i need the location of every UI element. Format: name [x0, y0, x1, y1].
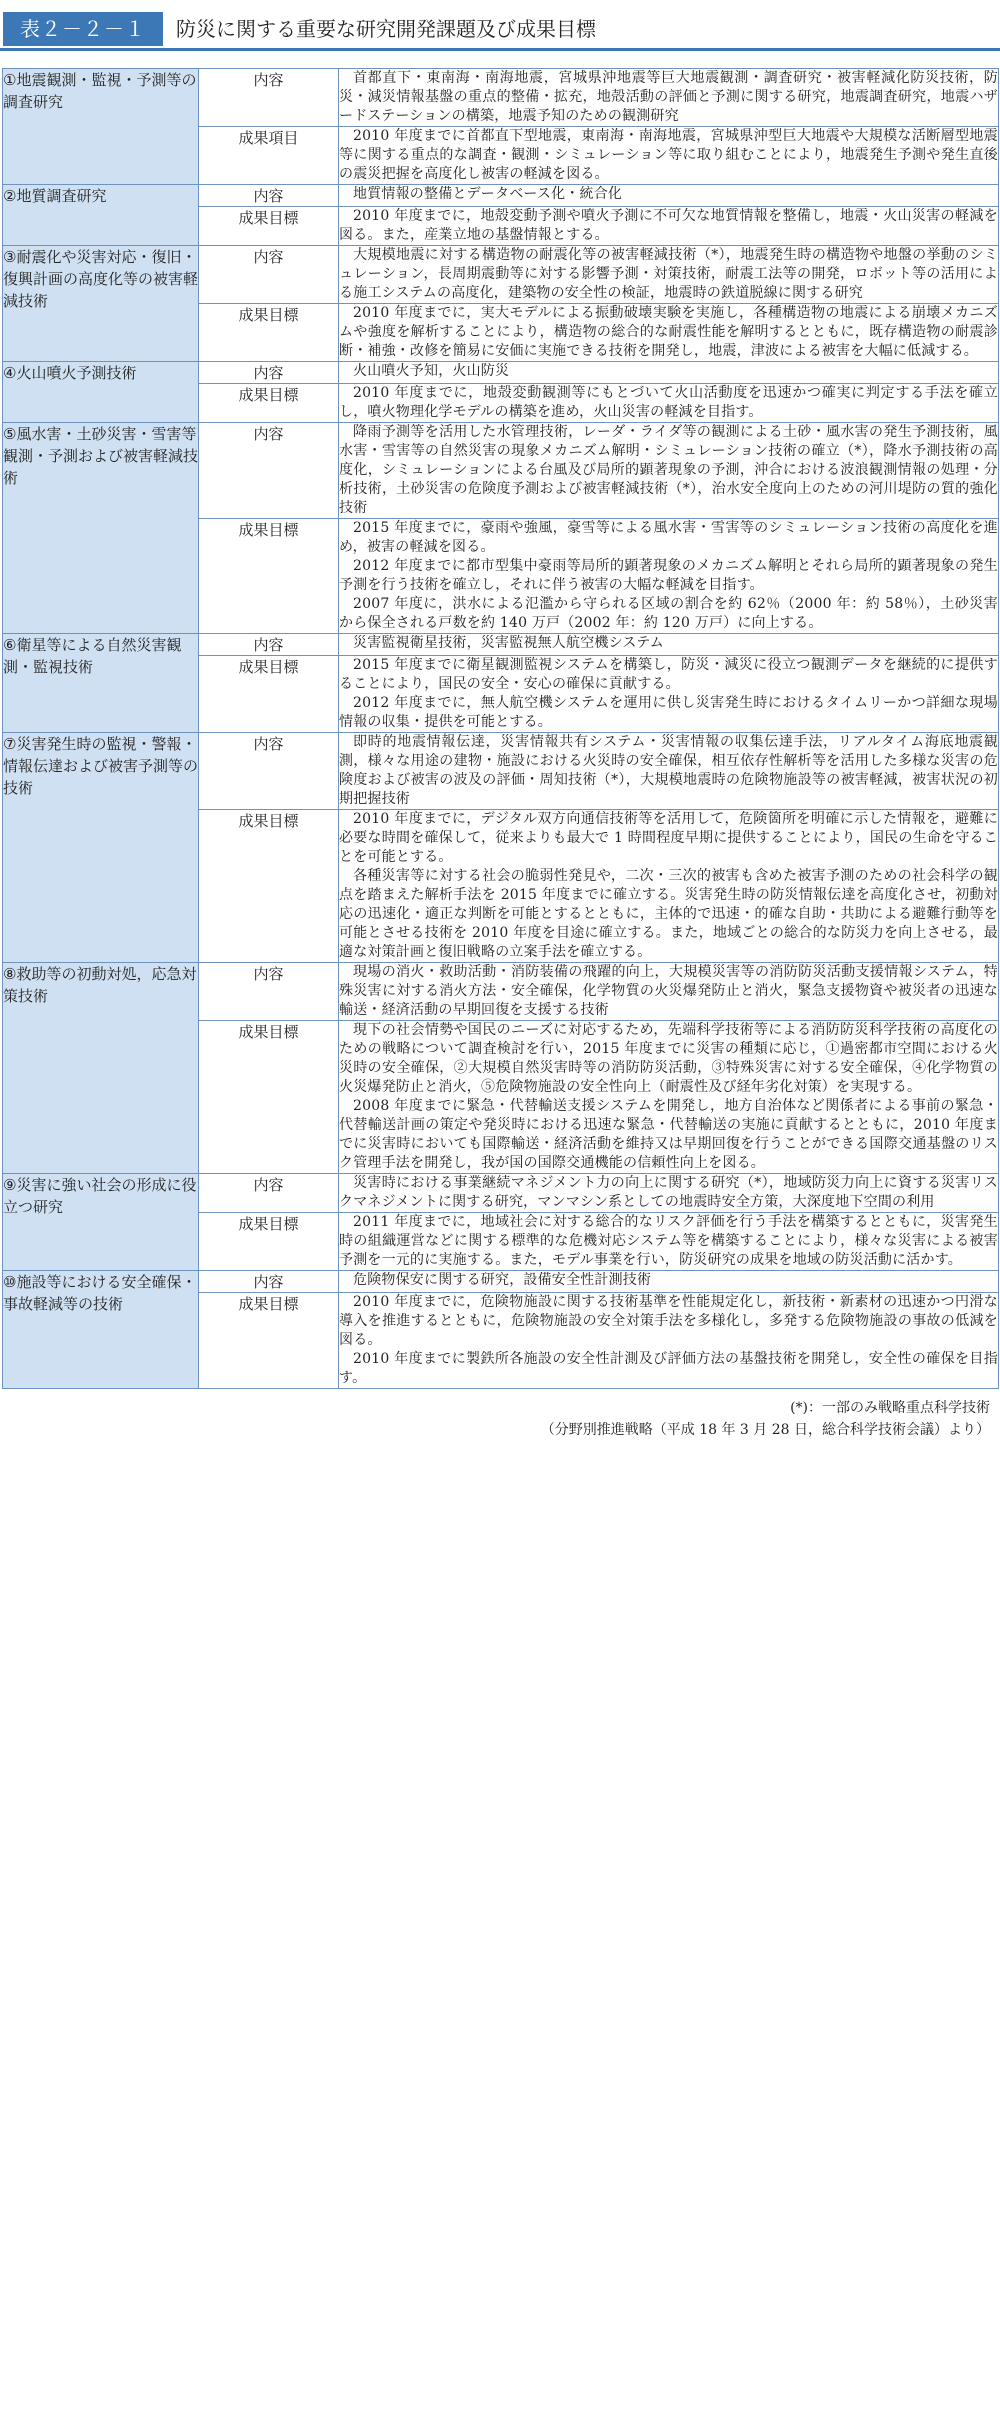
- goal-paragraph: 2010 年度までに，地殻変動観測等にもとづいて火山活動度を迅速かつ確実に判定する手法を確立し，噴火物理化学モデルの構築を進め，火山災害の軽減を目指す。: [339, 385, 998, 420]
- goal-text-cell: [339, 656, 999, 733]
- content-text-cell: [339, 634, 999, 656]
- category-cell: [3, 362, 199, 423]
- table-title: 防災に関する重要な研究開発課題及び成果目標: [176, 17, 596, 41]
- goal-label-cell: 成果目標: [199, 519, 339, 634]
- goal-paragraph: 2010 年度までに製鉄所各施設の安全性計測及び評価方法の基盤技術を開発し，安全性の確保を目指す。: [339, 1351, 998, 1386]
- content-text-cell: [339, 963, 999, 1021]
- footer-notes: [0, 1397, 990, 1441]
- content-text-cell: [339, 69, 999, 127]
- category-cell: [3, 185, 199, 246]
- content-label-cell: 内容: [199, 733, 339, 810]
- content-label-cell: 内容: [199, 634, 339, 656]
- content-text: 大規模地震に対する構造物の耐震化等の被害軽減技術（*），地震発生時の構造物や地盤の挙動のシミュレーション，長周期震動等に対する影響予測・対策技術，耐震工法等の開発，ロボット等の活用による施工システムの高度化，建築物の安全性の検証，地震時の鉄道脱線に関する研究: [339, 247, 998, 301]
- table-title-bar: [0, 6, 1000, 46]
- goal-text-cell: [339, 207, 999, 246]
- content-text: 火山噴火予知，火山防災: [353, 363, 510, 379]
- goal-paragraph: 2010 年度までに，実大モデルによる振動破壊実験を実施し，各種構造物の地震による崩壊メカニズムや強度を解析することにより，構造物の総合的な耐震性能を解明するとともに，既存構造物の耐震診断・補強・改修を簡易に安価に実施できる技術を開発し，地震，津波による被害を大幅に低減する。: [339, 305, 998, 359]
- category-cell: [3, 733, 199, 963]
- goal-label-cell: 成果目標: [199, 1213, 339, 1271]
- content-text-cell: [339, 1174, 999, 1213]
- goal-paragraph: 2010 年度までに首都直下型地震，東南海・南海地震，宮城県沖型巨大地震や大規模な活断層型地震等に関する重点的な調査・観測・シミュレーション等に取り組むことにより，地震発生予測や発生直後の震災把握を高度化し被害の軽減を図る。: [339, 128, 998, 182]
- category-label: ②地質調査研究: [3, 187, 107, 205]
- table-row-content: [3, 963, 999, 1021]
- content-text: 降雨予測等を活用した水管理技術，レーダ・ライダ等の観測による土砂・風水害の発生予測技術，風水害・雪害等の自然災害の現象メカニズム解明・シミュレーション技術の確立（*），降水予測技術の高度化，シミュレーションによる台風及び局所的顕著現象の予測，沖合における波浪観測情報の処理・分析技術，土砂災害の危険度予測および被害軽減技術（*），治水安全度向上のための河川堤防の質的強化技術: [339, 424, 998, 516]
- content-text: 危険物保安に関する研究，設備安全性計測技術: [353, 1272, 652, 1288]
- category-label: ⑨災害に強い社会の形成に役立つ研究: [3, 1176, 197, 1216]
- goal-paragraph: 2010 年度までに，地殻変動予測や噴火予測に不可欠な地質情報を整備し，地震・火山災害の軽減を図る。また，産業立地の基盤情報とする。: [339, 208, 998, 243]
- table-row-content: [3, 1174, 999, 1213]
- table-row-content: [3, 185, 999, 207]
- research-goals-table: [2, 68, 999, 1389]
- table-row-content: [3, 362, 999, 384]
- table-row-content: [3, 634, 999, 656]
- content-label-cell: 内容: [199, 69, 339, 127]
- goal-label-cell: 成果目標: [199, 1021, 339, 1174]
- goal-text-cell: [339, 127, 999, 185]
- source-note: （分野別推進戦略（平成 18 年 3 月 28 日，総合科学技術会議）より）: [540, 1422, 990, 1438]
- content-text-cell: [339, 362, 999, 384]
- category-label: ⑤風水害・土砂災害・雪害等観測・予測および被害軽減技術: [3, 425, 199, 487]
- content-text-cell: [339, 423, 999, 519]
- content-text-cell: [339, 1271, 999, 1293]
- content-label-cell: 内容: [199, 963, 339, 1021]
- table-body: [3, 69, 999, 1389]
- content-text: 災害監視衛星技術，災害監視無人航空機システム: [353, 635, 664, 651]
- category-label: ④火山噴火予測技術: [3, 364, 137, 382]
- category-cell: [3, 634, 199, 733]
- category-label: ⑦災害発生時の監視・警報・情報伝達および被害予測等の技術: [3, 735, 199, 797]
- goal-paragraph: 2012 年度までに都市型集中豪雨等局所的顕著現象のメカニズム解明とそれら局所的顕著現象の発生予測を行う技術を確立し，それに伴う被害の大幅な軽減を目指す。: [339, 558, 998, 593]
- goal-paragraph: 2012 年度までに，無人航空機システムを運用に供し災害発生時におけるタイムリーかつ詳細な現場情報の収集・提供を可能とする。: [339, 695, 998, 730]
- goal-paragraph: 2015 年度までに衛星観測監視システムを構築し，防災・減災に役立つ観測データを継続的に提供することにより，国民の安全・安心の確保に貢献する。: [339, 657, 998, 692]
- goal-paragraph: 2008 年度までに緊急・代替輸送支援システムを開発し，地方自治体など関係者による事前の緊急・代替輸送計画の策定や発災時における迅速な緊急・代替輸送の実施に貢献するとともに，2010 年度までに災害時においても国際輸送・経済活動を維持又は早期回復を行うことができる国際交通基盤のリスク管理手法を開発し，我が国の国際交通機能の信頼性向上を図る。: [339, 1098, 998, 1171]
- goal-label-cell: 成果目標: [199, 207, 339, 246]
- goal-text-cell: [339, 810, 999, 963]
- goal-label-cell: 成果目標: [199, 304, 339, 362]
- category-cell: [3, 423, 199, 634]
- goal-label-cell: 成果項目: [199, 127, 339, 185]
- goal-paragraph: 現下の社会情勢や国民のニーズに対応するため，先端科学技術等による消防防災科学技術の高度化のための戦略について調査検討を行い，2015 年度までに災害の種類に応じ，①過密都市空間における火災時の安全確保，②大規模自然災害時等の消防防災活動，③特殊災害に対する安全確保，④化学物質の火災爆発防止と消火，⑤危険物施設の安全性向上（耐震性及び経年劣化対策）を実現する。: [339, 1022, 998, 1095]
- table-row-content: [3, 246, 999, 304]
- goal-label-cell: 成果目標: [199, 810, 339, 963]
- content-label-cell: 内容: [199, 246, 339, 304]
- content-text-cell: [339, 246, 999, 304]
- content-text-cell: [339, 185, 999, 207]
- category-cell: [3, 963, 199, 1174]
- table-row-content: [3, 423, 999, 519]
- content-text: 現場の消火・救助活動・消防装備の飛躍的向上，大規模災害等の消防防災活動支援情報システム，特殊災害に対する消火方法・安全確保，化学物質の火災爆発防止と消火，緊急支援物資や被災者の迅速な輸送・経済活動の早期回復を支援する技術: [339, 964, 998, 1018]
- goal-text-cell: [339, 1213, 999, 1271]
- goal-text-cell: [339, 384, 999, 423]
- content-text: 首都直下・東南海・南海地震，宮城県沖地震等巨大地震観測・調査研究・被害軽減化防災技術，防災・減災情報基盤の重点的整備・拡充，地殻活動の評価と予測に関する研究，地震調査研究，地震ハザードステーションの構築，地震予知のための観測研究: [339, 70, 998, 124]
- content-label-cell: 内容: [199, 423, 339, 519]
- table-row-content: [3, 733, 999, 810]
- content-label-cell: 内容: [199, 362, 339, 384]
- content-text: 即時的地震情報伝達，災害情報共有システム・災害情報の収集伝達手法，リアルタイム海底地震観測，様々な用途の建物・施設における火災時の安全確保，相互依存性解析等を活用した多様な災害の危険度および被害の波及の評価・周知技術（*），大規模地震時の危険物施設等の被害軽減，被害状況の初期把握技術: [339, 734, 998, 807]
- goal-text-cell: [339, 1293, 999, 1389]
- content-text: 災害時における事業継続マネジメント力の向上に関する研究（*），地域防災力向上に資する災害リスクマネジメントに関する研究，マンマシン系としての地震時安全方策，大深度地下空間の利用: [339, 1175, 998, 1210]
- goal-label-cell: 成果目標: [199, 1293, 339, 1389]
- category-cell: [3, 69, 199, 185]
- category-cell: [3, 1174, 199, 1271]
- category-label: ⑧救助等の初動対処，応急対策技術: [3, 965, 197, 1005]
- category-cell: [3, 246, 199, 362]
- content-label-cell: 内容: [199, 185, 339, 207]
- category-label: ③耐震化や災害対応・復旧・復興計画の高度化等の被害軽減技術: [3, 248, 199, 310]
- table-row-content: [3, 69, 999, 127]
- goal-paragraph: 各種災害等に対する社会の脆弱性発見や，二次・三次的被害も含めた被害予測のための社会科学の観点を踏まえた解析手法を 2015 年度までに確立する。災害発生時の防災情報伝達を高度化させ，初動対応の迅速化・適正な判断を可能とするとともに，主体的で迅速・的確な自助・共助による避難行動等を可能とさせる技術を 2010 年度を目途に確立する。また，地域ごとの総合的な防災力を向上させる，最適な対策計画と復旧戦略の立案手法を確立する。: [339, 868, 998, 960]
- goal-paragraph: 2015 年度までに，豪雨や強風，豪雪等による風水害・雪害等のシミュレーション技術の高度化を進め，被害の軽減を図る。: [339, 520, 998, 555]
- goal-label-cell: 成果目標: [199, 656, 339, 733]
- content-label-cell: 内容: [199, 1271, 339, 1293]
- goal-paragraph: 2010 年度までに，デジタル双方向通信技術等を活用して，危険箇所を明確に示した情報を，避難に必要な時間を確保して，従来よりも最大で 1 時間程度早期に提供することにより，国民の生命を守ることを可能とする。: [339, 811, 998, 865]
- goal-text-cell: [339, 1021, 999, 1174]
- table-number-label: 表２－２－１: [3, 12, 163, 46]
- title-underline: [0, 48, 1000, 51]
- category-label: ①地震観測・監視・予測等の調査研究: [3, 71, 197, 111]
- goal-text-cell: [339, 304, 999, 362]
- category-label: ⑥衛星等による自然災害観測・監視技術: [3, 636, 182, 676]
- category-label: ⑩施設等における安全確保・事故軽減等の技術: [3, 1273, 197, 1313]
- goal-paragraph: 2007 年度に，洪水による氾濫から守られる区域の割合を約 62％（2000 年：約 58％），土砂災害から保全される戸数を約 140 万戸（2002 年：約 120 万戸）に向上する。: [339, 596, 998, 631]
- category-cell: [3, 1271, 199, 1389]
- goal-text-cell: [339, 519, 999, 634]
- goal-paragraph: 2010 年度までに，危険物施設に関する技術基準を性能規定化し，新技術・新素材の迅速かつ円滑な導入を推進するとともに，危険物施設の安全対策手法を多様化し，多発する危険物施設の事故の低減を図る。: [339, 1294, 998, 1348]
- content-text-cell: [339, 733, 999, 810]
- table-row-content: [3, 1271, 999, 1293]
- goal-paragraph: 2011 年度までに，地域社会に対する総合的なリスク評価を行う手法を構築するとともに，災害発生時の組織運営などに関する標準的な危機対応システム等を構築することにより，様々な災害による被害予測を一元的に実施する。また，モデル事業を行い，防災研究の成果を地域の防災活動に活かす。: [339, 1214, 998, 1268]
- content-text: 地質情報の整備とデータベース化・統合化: [353, 186, 623, 202]
- content-label-cell: 内容: [199, 1174, 339, 1213]
- goal-label-cell: 成果目標: [199, 384, 339, 423]
- footnote-asterisk: (*)：一部のみ戦略重点科学技術: [790, 1400, 990, 1416]
